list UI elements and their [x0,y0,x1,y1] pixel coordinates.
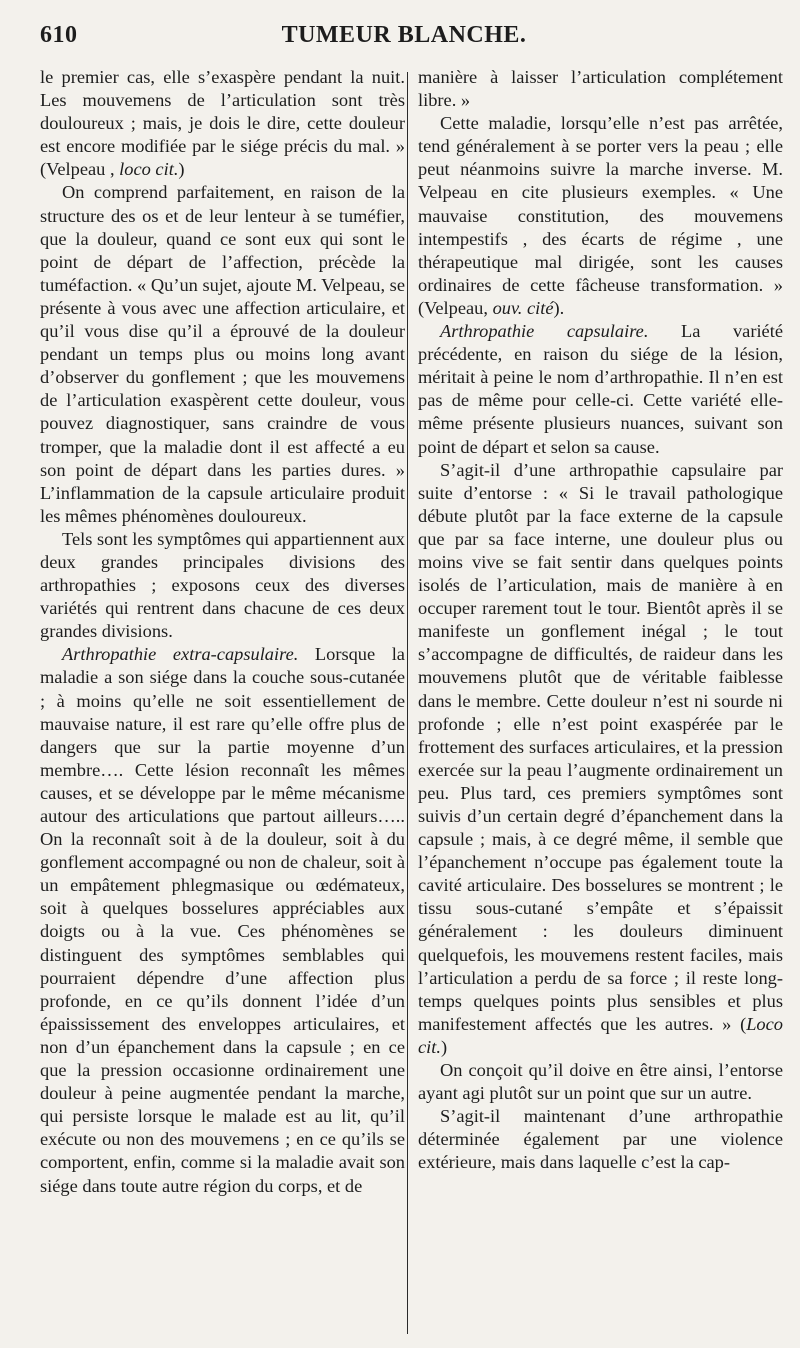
section-heading: Arthropathie capsulaire. [440,321,649,342]
paragraph: le premier cas, elle s’exaspère pendant la nuit. Les mouvemens de l’articulation sont très douloureux ; mais, je dois le dire, cette douleur est encore modifiée par le siége précis du mal. » (Velpeau , loco cit.) [40,67,405,180]
paragraph: Cette maladie, lorsqu’elle n’est pas arrêtée, tend généralement à se porter vers la peau ; elle peut néanmoins suivre la marche inverse. M. Velpeau en cite plusieurs exemples. « Une mauvaise constitution, des mouvemens intempestifs , des écarts de régime , une thérapeutique mal dirigée, sont les causes ordinaires de cette fâcheuse transformation. » (Velpeau, ouv. cité). [418,113,783,318]
paragraph: S’agit-il d’une arthropathie capsulaire par suite d’entorse : « Si le travail pathologique débute plutôt par la face externe de la capsule que par sa face interne, une douleur plus ou moins vive se fait sentir dans quelques points isolés de l’articulation, mais de manière à en occuper rarement tout le tour. Bientôt après il se manifeste un gonflement inégal ; le tout s’accompagne de difficultés, de raideur dans les mouvemens plutôt que de véritable faiblesse dans le membre. Cette douleur n’est ni sourde ni profonde ; elle n’est point exaspérée par le frottement des surfaces articulaires, et la pression exercée sur la peau l’augmente ordinairement un peu. Plus tard, ces premiers symptômes sont suivis d’un certain degré d’épanchement dans la capsule ; mais, à ce degré même, il semble que l’épanchement n’occupe pas également toute la cavité articulaire. Des bosselures se montrent ; le tissu sous-cutané s’empâte et s’épaissit généralement : les douleurs diminuent quelquefois, les mouvemens restent faciles, mais l’articulation a perdu de sa force ; il reste long-temps quelques points plus sensibles et plus manifestement affectés que les autres. » (Loco cit.) [418,459,783,1057]
paragraph: On comprend parfaitement, en raison de la structure des os et de leur lenteur à se tuméfier, que la douleur, quand ce sont eux qui sont le point de départ de l’affection, précède la tuméfaction. « Qu’un sujet, ajoute M. Velpeau, se présente à vous avec une affection articulaire, et qu’il vous dise qu’il a éprouvé de la douleur pendant un temps plus ou moins long avant d’observer du gonflement ; que les mouvemens de l’articulation exaspèrent cette douleur, vous pouvez diagnostiquer, sans craindre de vous tromper, que la maladie dont il est affecté a eu son point de départ dans les parties dures. » L’inflammation de la capsule articulaire produit les mêmes phénomènes douloureux. [40,182,405,526]
paragraph: manière à laisser l’articulation complétement libre. » [418,67,783,111]
column-divider [407,72,408,1334]
page-number: 610 [40,22,78,48]
running-title: TUMEUR BLANCHE. [281,22,527,48]
paragraph: On conçoit qu’il doive en être ainsi, l’entorse ayant agi plutôt sur un point que sur un autre. [418,1060,783,1104]
right-column [418,66,783,1175]
left-column [40,66,405,1198]
running-header [40,22,768,62]
paragraph: Tels sont les symptômes qui appartiennent aux deux grandes principales divisions des arthropathies ; exposons ceux des diverses variétés qui rentrent dans chacune de ces deux grandes divisions. [40,528,405,642]
paragraph: Arthropathie capsulaire. La variété précédente, en raison du siége de la lésion, méritait à peine le nom d’arthropathie. Il n’en est pas de même pour celle-ci. Cette variété elle-même présente plusieurs nuances, suivant son point de départ et selon sa cause. [418,321,783,457]
paragraph: Arthropathie extra-capsulaire. Lorsque la maladie a son siége dans la couche sous-cutanée ; à moins qu’elle ne soit essentiellement de mauvaise nature, il est rare qu’elle offre plus de dangers que sur la partie moyenne d’un membre…. Cette lésion reconnaît les mêmes causes, et se développe par le même mécanisme autour des articulations que partout ailleurs….. On la reconnaît soit à de la douleur, soit à du gonflement accompagné ou non de chaleur, soit à un empâtement phlegmasique ou œdémateux, soit à quelques bosselures appréciables aux doigts ou à la vue. Ces phénomènes se distinguent des symptômes semblables qui pourraient dépendre d’une affection plus profonde, en ce qu’ils donnent l’idée d’un épaississement des enveloppes articulaires, et non d’un épanchement dans la capsule ; en ce que la pression occasionne ordinairement une douleur à peine augmentée pendant la marche, qui persiste lorsque le malade est au lit, qu’il exécute ou non des mouvemens ; en ce qu’ils se comportent, enfin, comme si la maladie avait son siége dans toute autre région du corps, et de [40,644,405,1196]
paragraph: S’agit-il maintenant d’une arthropathie déterminée également par une violence extérieure, mais dans laquelle c’est la cap- [418,1106,783,1173]
section-heading: Arthropathie extra-capsulaire. [62,644,299,665]
